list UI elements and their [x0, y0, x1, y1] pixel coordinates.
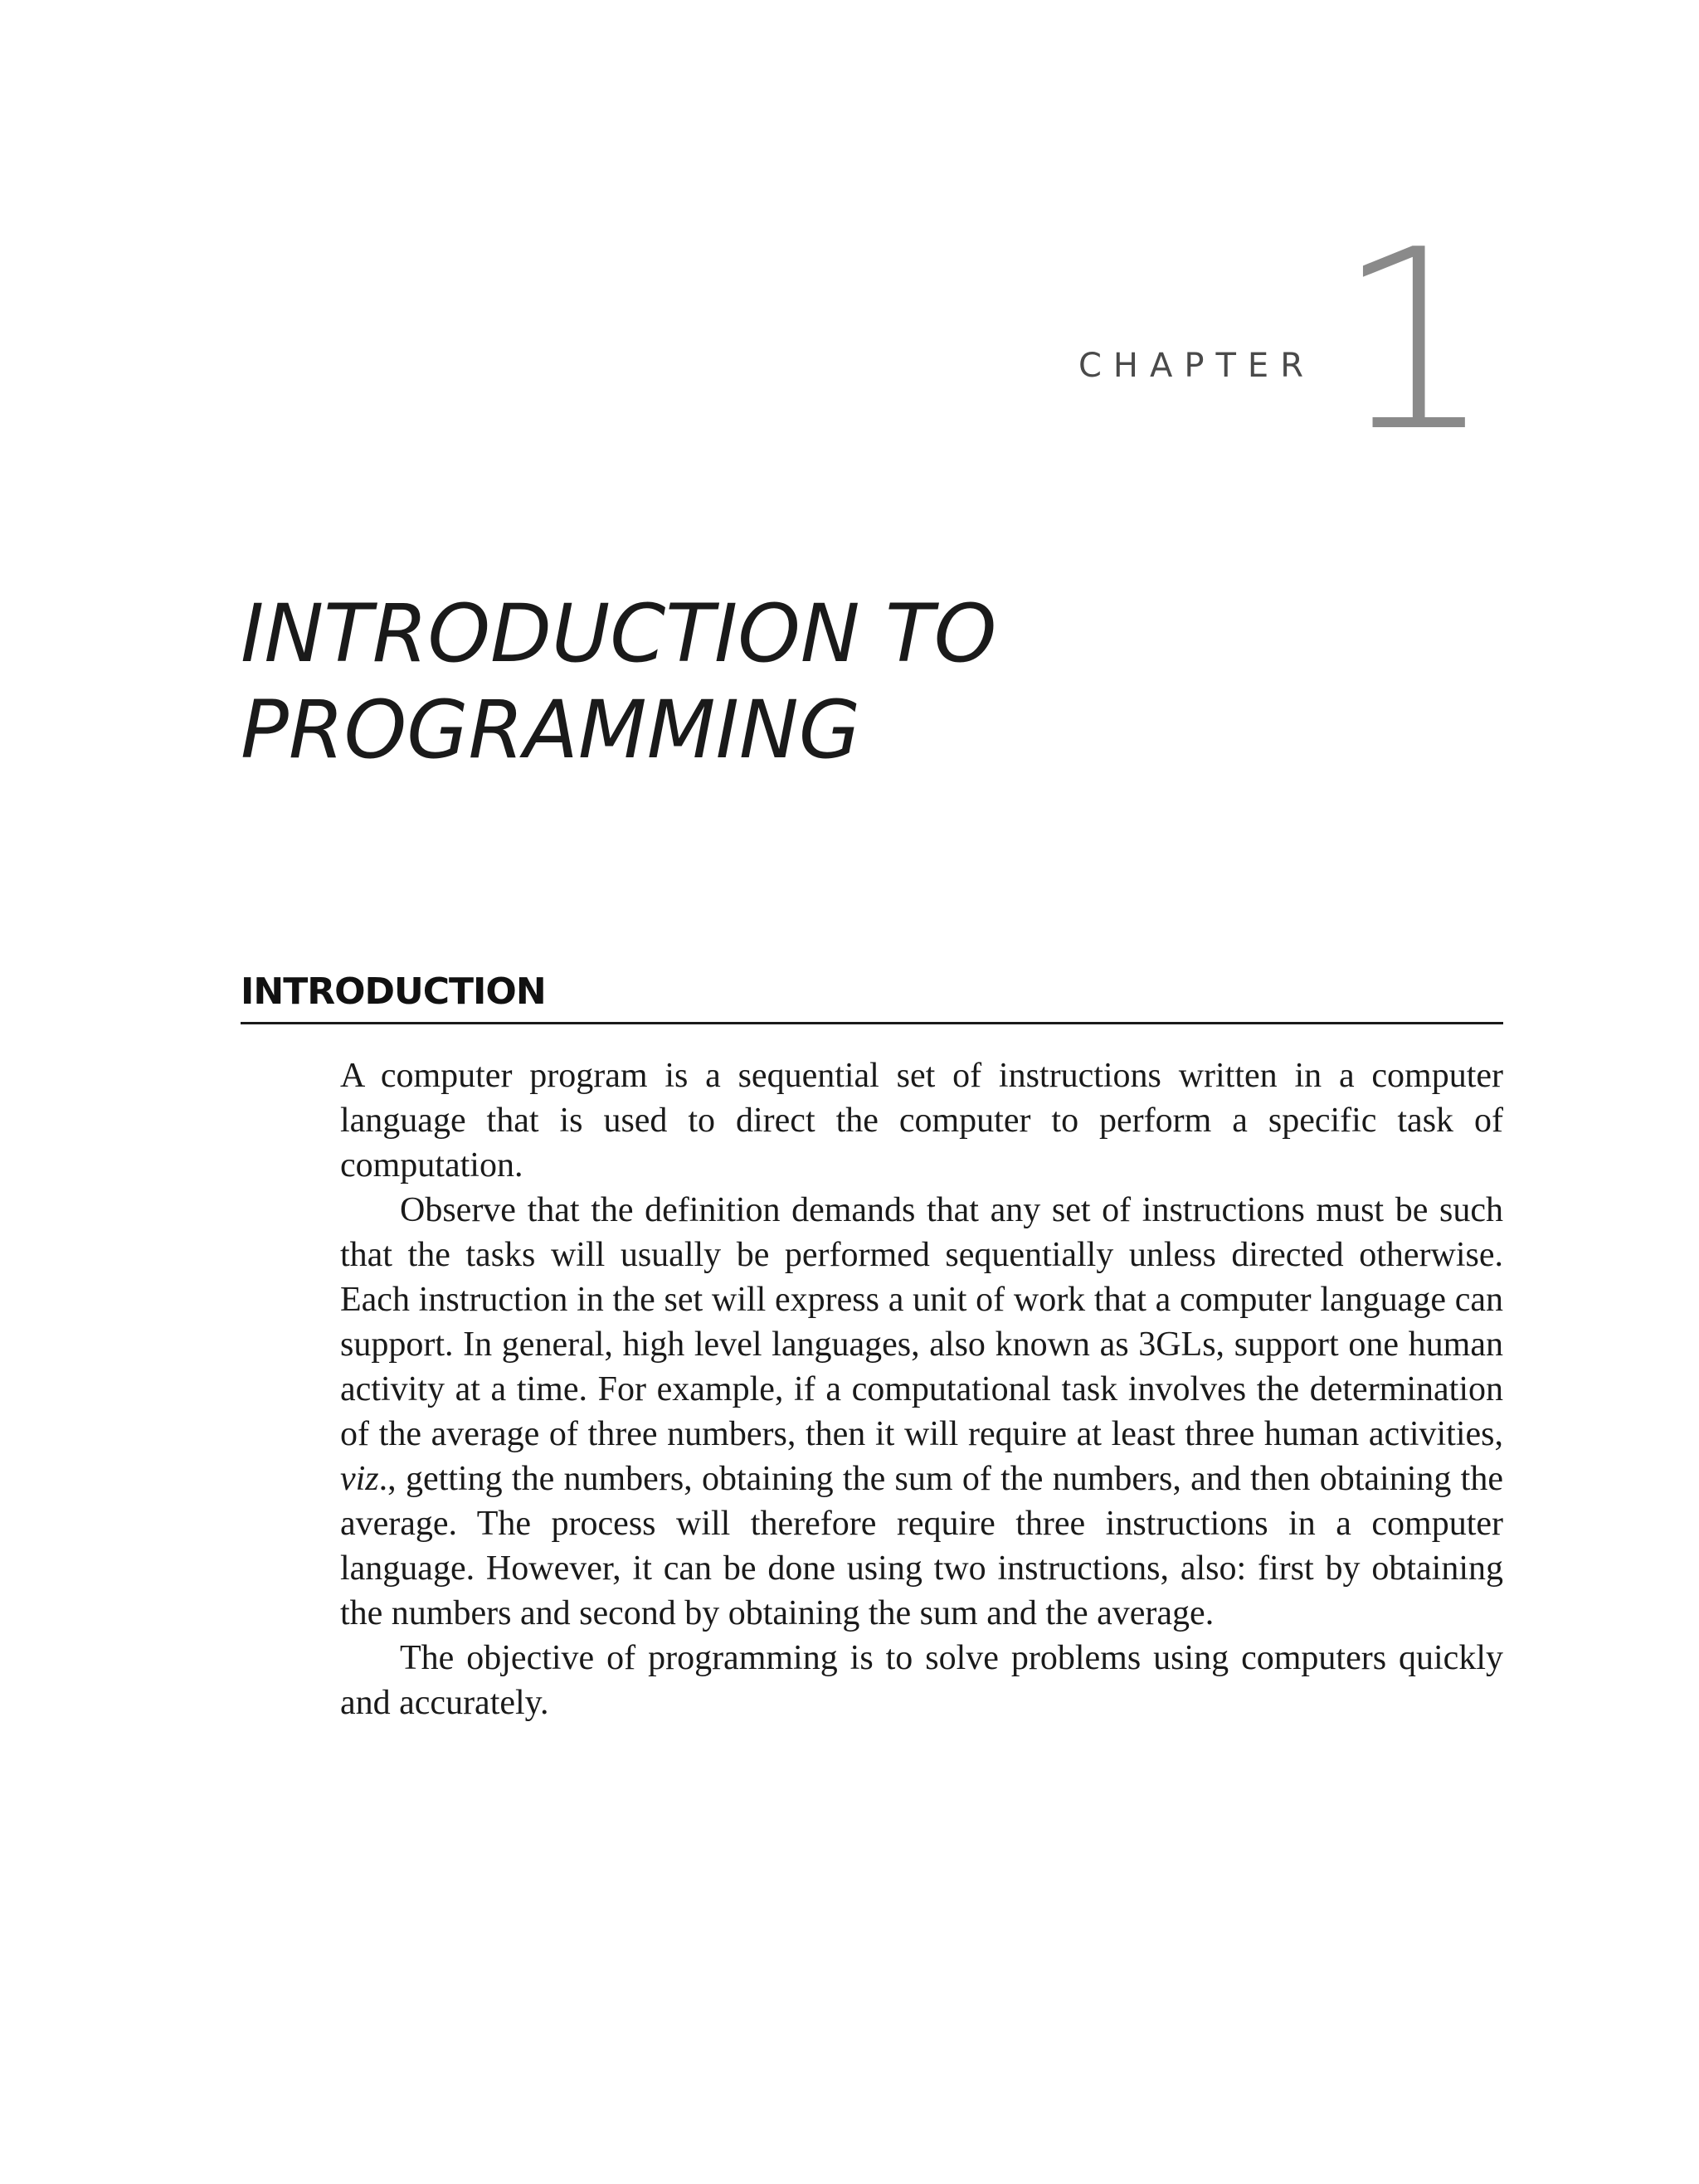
chapter-number: 1: [1336, 197, 1494, 486]
chapter-title-line-1: INTRODUCTION TO: [241, 587, 997, 680]
paragraph-1: A computer program is a sequential set of instructions written in a computer language that is used to direct the computer to perform a specific task of computation.: [340, 1057, 1503, 1184]
chapter-title: [241, 586, 1485, 778]
paragraph-2-part-a: Observe that the definition demands that any set of instructions must be such that the tasks will usually be performed sequentially unless directed otherwise. Each instruction in the set will express a unit of work that a computer language can support. In general, high level languages, also known as 3GLs, support one human activity at a time. For example, if a computational task involves the determination of the average of three numbers, then it will require at least three human activities,: [340, 1191, 1503, 1453]
paragraph-2-emphasis: viz: [340, 1460, 379, 1498]
paragraph-2-part-b: ., getting the numbers, obtaining the sum of the numbers, and then obtaining the average. The process will therefore require three instructions in a computer language. However, it can be done using two instructions, also: first by obtaining the numbers and second by obtaining the sum and the average.: [340, 1460, 1503, 1632]
section-heading: INTRODUCTION: [241, 969, 1503, 1024]
paragraph-2: [340, 1188, 1503, 1636]
paragraph-3: The objective of programming is to solve problems using computers quickly and accurately.: [340, 1639, 1503, 1722]
chapter-title-line-2: PROGRAMMING: [241, 683, 861, 776]
body-text: [340, 1053, 1503, 1725]
chapter-label: CHAPTER: [1078, 347, 1315, 385]
